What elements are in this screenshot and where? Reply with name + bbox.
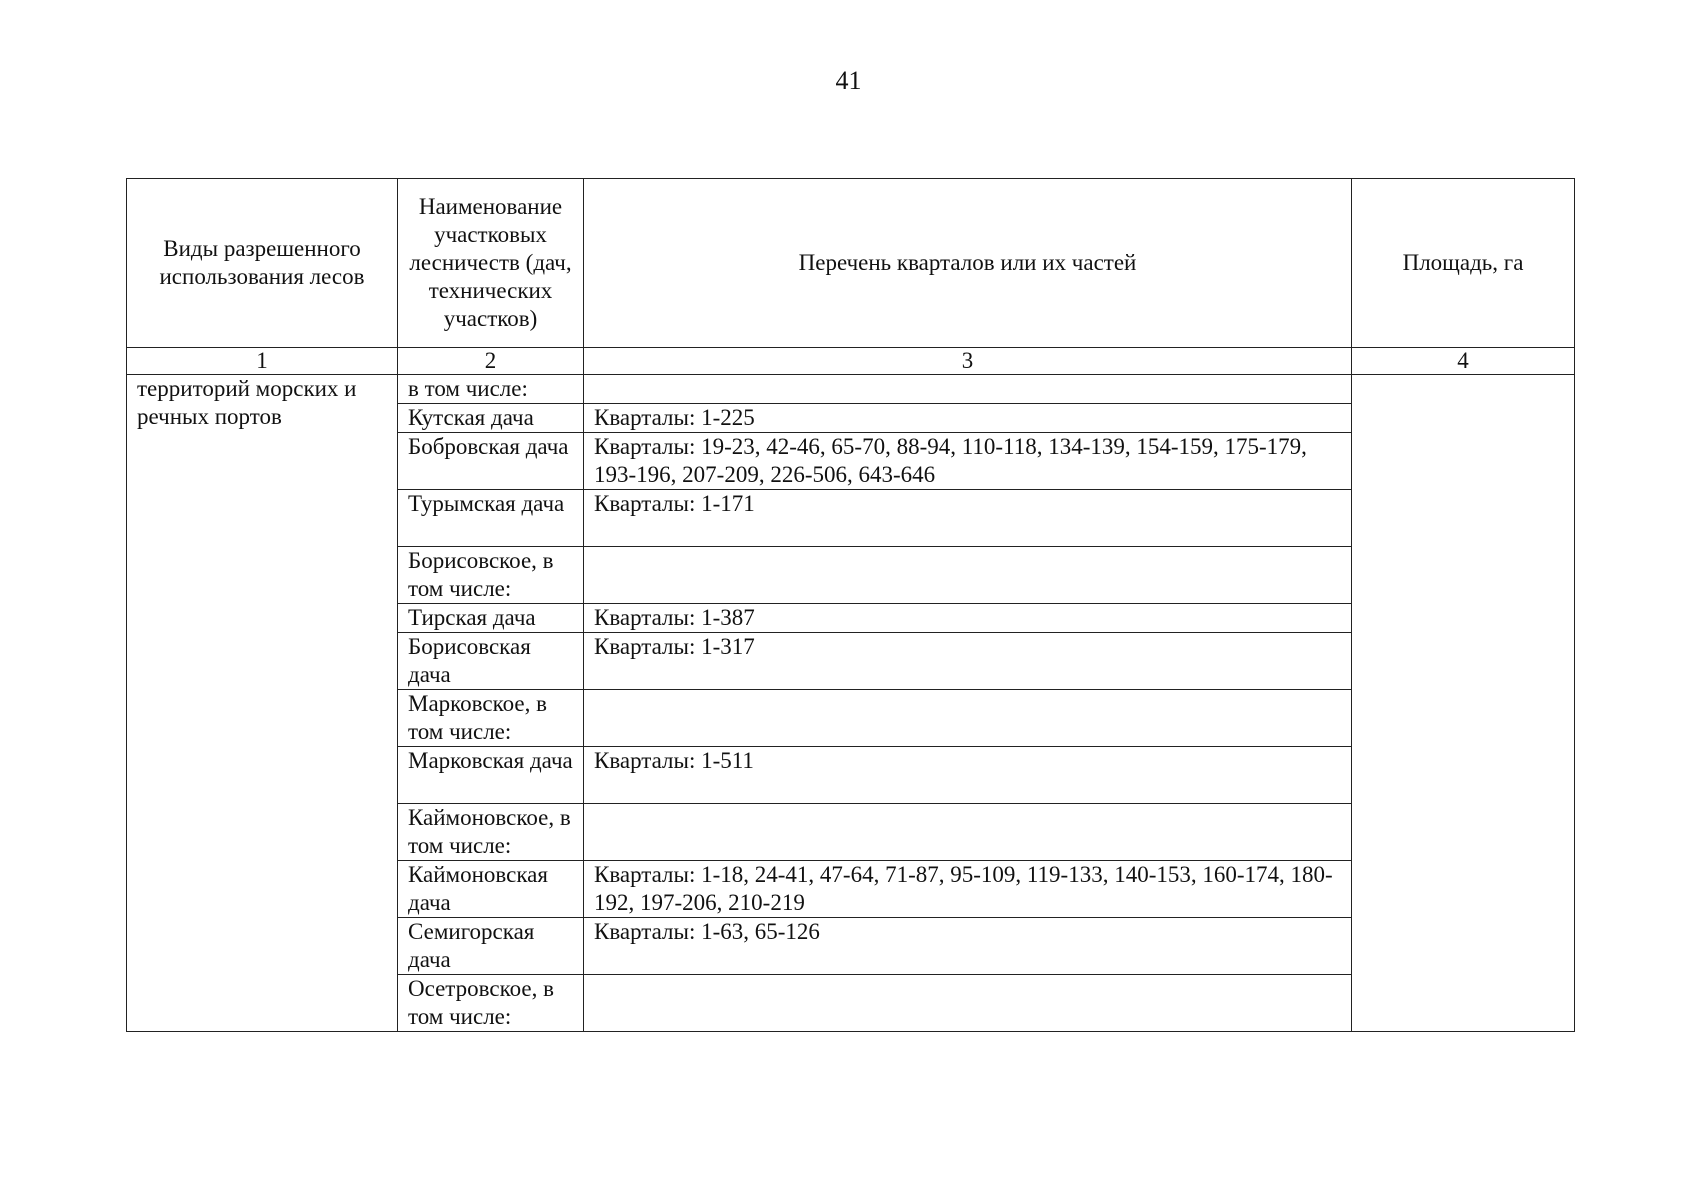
quarters-list: Кварталы: 1-171: [584, 490, 1352, 547]
forestry-name: Семигорская дача: [398, 918, 584, 975]
forestry-name: Борисовское, в том числе:: [398, 547, 584, 604]
area-cell: [1352, 375, 1575, 1032]
forestry-name: Марковская дача: [398, 747, 584, 804]
quarters-list: Кварталы: 1-18, 24-41, 47-64, 71-87, 95-109, 119-133, 140-153, 160-174, 180-192, 197-206, 210-219: [584, 861, 1352, 918]
column-number: 3: [584, 348, 1352, 375]
usage-type-cell: территорий морских и речных портов: [127, 375, 398, 1032]
quarters-list: [584, 547, 1352, 604]
column-number: 2: [398, 348, 584, 375]
quarters-list: [584, 690, 1352, 747]
forestry-name: Бобровская дача: [398, 433, 584, 490]
forestry-name: Осетровское, в том числе:: [398, 975, 584, 1032]
table-header-row: [127, 179, 1575, 348]
forestry-name: Борисовская дача: [398, 633, 584, 690]
header-quarters-list: Перечень кварталов или их частей: [584, 179, 1352, 348]
quarters-list: [584, 804, 1352, 861]
quarters-list: [584, 375, 1352, 404]
column-number: 1: [127, 348, 398, 375]
quarters-list: [584, 975, 1352, 1032]
header-area: Площадь, га: [1352, 179, 1575, 348]
quarters-list: Кварталы: 1-387: [584, 604, 1352, 633]
column-number-row: [127, 348, 1575, 375]
forestry-name: Турымская дача: [398, 490, 584, 547]
forestry-name: Каймоновское, в том числе:: [398, 804, 584, 861]
forestry-name: Кутская дача: [398, 404, 584, 433]
quarters-list: Кварталы: 19-23, 42-46, 65-70, 88-94, 110-118, 134-139, 154-159, 175-179, 193-196, 207-209, 226-506, 643-646: [584, 433, 1352, 490]
header-usage-types: Виды разрешенного использования лесов: [127, 179, 398, 348]
quarters-list: Кварталы: 1-317: [584, 633, 1352, 690]
forestry-name: Тирская дача: [398, 604, 584, 633]
quarters-list: Кварталы: 1-511: [584, 747, 1352, 804]
page-number: 41: [835, 66, 862, 95]
quarters-list: Кварталы: 1-225: [584, 404, 1352, 433]
header-forestry-names: Наименование участковых лесничеств (дач, технических участков): [398, 179, 584, 348]
forestry-name: в том числе:: [398, 375, 584, 404]
table-row: [127, 375, 1575, 404]
forestry-name: Марковское, в том числе:: [398, 690, 584, 747]
column-number: 4: [1352, 348, 1575, 375]
forestry-name: Каймоновская дача: [398, 861, 584, 918]
quarters-list: Кварталы: 1-63, 65-126: [584, 918, 1352, 975]
forest-quarters-table: [126, 178, 1575, 1032]
